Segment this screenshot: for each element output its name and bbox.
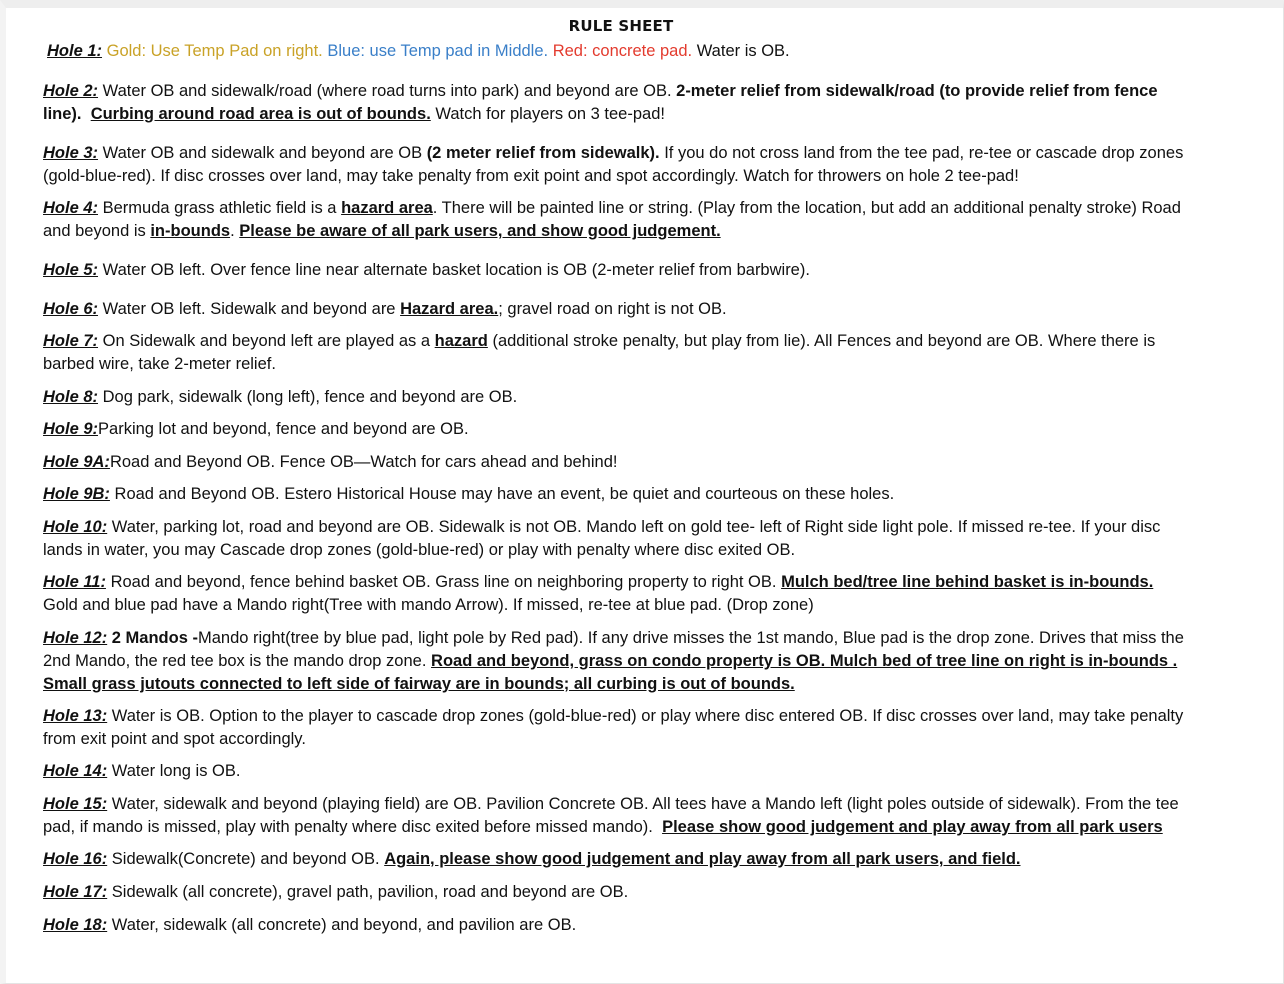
rule-hole-8 bbox=[43, 386, 1273, 409]
rule-hole-5 bbox=[43, 259, 1273, 282]
rule-hole-4 bbox=[43, 197, 1273, 243]
rule-text: Gold and blue pad have a Mando right(Tree with mando Arrow). If missed, re-tee at blue pad. (Drop zone) bbox=[43, 596, 814, 614]
hole-label: Hole 18: bbox=[43, 916, 108, 934]
rule-text: Water, parking lot, road and beyond are OB. Sidewalk is not OB. Mando left on gold tee- left of Right side light pole. If missed re-tee. If your disc bbox=[111, 518, 1161, 536]
rule-text: Water OB left. Over fence line near alternate basket location is OB (2-meter relief from barbwire). bbox=[102, 261, 810, 279]
rule-text: Water long is OB. bbox=[111, 762, 241, 780]
rule-emphasis-underlined: Mulch bed/tree line behind basket is in-bounds. bbox=[781, 573, 1154, 591]
rule-hole-15 bbox=[43, 793, 1273, 839]
rule-hole-18 bbox=[43, 914, 1273, 937]
document-title: RULE SHEET bbox=[568, 17, 674, 35]
rule-emphasis-underlined: Small grass jutouts connected to left side of fairway are in bounds; all curbing is out of bounds. bbox=[43, 675, 795, 693]
rule-emphasis-underlined: hazard bbox=[434, 332, 488, 350]
hole-label: Hole 14: bbox=[43, 762, 108, 780]
rule-text: Mando right(tree by blue pad, light pole by Red pad). If any drive misses the 1st mando, Blue pad is the drop zone. Drives that miss the bbox=[197, 629, 1184, 647]
rule-hole-2 bbox=[43, 80, 1273, 126]
hole-label: Hole 5: bbox=[43, 261, 99, 279]
hole-label: Hole 11: bbox=[43, 573, 106, 591]
rule-text: . There will be painted line or string. (Play from the location, but add an additional penalty stroke) Road bbox=[432, 199, 1181, 217]
red-tee-rule: Red: concrete pad. bbox=[552, 42, 693, 60]
hole-label: Hole 4: bbox=[43, 199, 99, 217]
rule-text: Water is OB. bbox=[696, 42, 790, 60]
hole-label: Hole 12: bbox=[43, 629, 108, 647]
rule-emphasis-underlined: hazard area bbox=[341, 199, 433, 217]
rule-text: Water, sidewalk (all concrete) and beyond, and pavilion are OB. bbox=[111, 916, 577, 934]
rule-text: 2nd Mando, the red tee box is the mando drop zone. bbox=[43, 652, 427, 670]
hole-label: Hole 13: bbox=[43, 707, 108, 725]
rule-hole-10 bbox=[43, 516, 1273, 562]
hole-label: Hole 2: bbox=[43, 82, 99, 100]
rule-emphasis: 2-meter relief from sidewalk/road (to provide relief from fence bbox=[676, 82, 1158, 100]
rule-text: Water OB and sidewalk/road (where road turns into park) and beyond are OB. bbox=[102, 82, 672, 100]
hole-label: Hole 17: bbox=[43, 883, 108, 901]
rule-emphasis-underlined: Please show good judgement and play away from all park users bbox=[662, 818, 1163, 836]
rule-text: Road and Beyond OB. Fence OB—Watch for cars ahead and behind! bbox=[109, 453, 618, 471]
rule-hole-6 bbox=[43, 298, 1273, 321]
rule-text: (additional stroke penalty, but play from lie). All Fences and beyond are OB. Where there is bbox=[492, 332, 1156, 350]
rule-hole-17 bbox=[43, 881, 1273, 904]
rule-emphasis-underlined: Again, please show good judgement and play away from all park users, and field. bbox=[384, 850, 1021, 868]
rule-text: Water OB left. Sidewalk and beyond are bbox=[102, 300, 396, 318]
rule-emphasis-underlined: Curbing around road area is out of bounds. bbox=[90, 105, 431, 123]
rule-text: pad, if mando is missed, play with penalty where disc exited before missed mando). bbox=[43, 818, 653, 836]
rule-hole-9 bbox=[43, 418, 1273, 441]
hole-label: Hole 1: bbox=[47, 42, 103, 60]
hole-label: Hole 3: bbox=[43, 144, 99, 162]
rule-text: Bermuda grass athletic field is a bbox=[102, 199, 337, 217]
hole-label: Hole 9A: bbox=[43, 453, 110, 471]
rule-text: from exit point and spot accordingly. bbox=[43, 730, 306, 748]
rule-text: Road and beyond, fence behind basket OB. Grass line on neighboring property to right OB. bbox=[110, 573, 777, 591]
rule-hole-9b bbox=[43, 483, 1273, 506]
rule-text: barbed wire, take 2-meter relief. bbox=[43, 355, 276, 373]
rule-emphasis: (2 meter relief from sidewalk). bbox=[426, 144, 660, 162]
rule-text: Sidewalk(Concrete) and beyond OB. bbox=[111, 850, 380, 868]
rule-text: Parking lot and beyond, fence and beyond are OB. bbox=[98, 420, 469, 438]
rule-text: . bbox=[230, 222, 235, 240]
rule-text: (gold-blue-red). If disc crosses over land, may take penalty from exit point and spot accordingly. Watch for throwers on hole 2 tee-pad! bbox=[43, 167, 1019, 185]
rule-text: On Sidewalk and beyond left are played as a bbox=[102, 332, 431, 350]
hole-label: Hole 15: bbox=[43, 795, 108, 813]
rule-text: Water is OB. Option to the player to cascade drop zones (gold-blue-red) or play where disc entered OB. If disc crosses over land, may take penalty bbox=[111, 707, 1184, 725]
hole-label: Hole 9B: bbox=[43, 485, 110, 503]
rule-hole-1 bbox=[47, 40, 1277, 63]
rule-emphasis-underlined: Please be aware of all park users, and show good judgement. bbox=[239, 222, 721, 240]
rule-text: Water, sidewalk and beyond (playing field) are OB. Pavilion Concrete OB. All tees have a Mando left (light poles outside of sidewalk). From the tee bbox=[111, 795, 1179, 813]
rule-hole-9a bbox=[43, 451, 1273, 474]
rule-text: Sidewalk (all concrete), gravel path, pavilion, road and beyond are OB. bbox=[111, 883, 629, 901]
rule-text: ; gravel road on right is not OB. bbox=[498, 300, 727, 318]
rule-emphasis-underlined: in-bounds bbox=[150, 222, 231, 240]
rule-text: If you do not cross land from the tee pad, re-tee or cascade drop zones bbox=[664, 144, 1184, 162]
gold-tee-rule: Gold: Use Temp Pad on right. bbox=[106, 42, 323, 60]
rule-text: Road and Beyond OB. Estero Historical House may have an event, be quiet and courteous on these holes. bbox=[114, 485, 895, 503]
rule-hole-13 bbox=[43, 705, 1273, 751]
rule-emphasis-underlined: Road and beyond, grass on condo property is OB. Mulch bed of tree line on right is in-bounds . bbox=[431, 652, 1178, 670]
blue-tee-rule: Blue: use Temp pad in Middle. bbox=[327, 42, 549, 60]
rule-hole-3 bbox=[43, 142, 1273, 188]
rule-text: and beyond is bbox=[43, 222, 146, 240]
rule-emphasis: 2 Mandos - bbox=[111, 629, 198, 647]
hole-label: Hole 16: bbox=[43, 850, 108, 868]
rule-text: Water OB and sidewalk and beyond are OB bbox=[102, 144, 423, 162]
rule-text: lands in water, you may Cascade drop zones (gold-blue-red) or play with penalty where disc exited OB. bbox=[43, 541, 796, 559]
rule-emphasis-underlined: Hazard area. bbox=[400, 300, 499, 318]
rule-emphasis: line). bbox=[43, 105, 82, 123]
rule-hole-7 bbox=[43, 330, 1273, 376]
hole-label: Hole 10: bbox=[43, 518, 108, 536]
hole-label: Hole 9: bbox=[43, 420, 99, 438]
rule-hole-16 bbox=[43, 848, 1273, 871]
rule-hole-11 bbox=[43, 571, 1273, 617]
hole-label: Hole 8: bbox=[43, 388, 99, 406]
rule-text: Dog park, sidewalk (long left), fence and beyond are OB. bbox=[102, 388, 518, 406]
hole-label: Hole 6: bbox=[43, 300, 99, 318]
rule-hole-14 bbox=[43, 760, 1273, 783]
rule-text: Watch for players on 3 tee-pad! bbox=[435, 105, 665, 123]
rule-hole-12 bbox=[43, 627, 1273, 696]
hole-label: Hole 7: bbox=[43, 332, 99, 350]
